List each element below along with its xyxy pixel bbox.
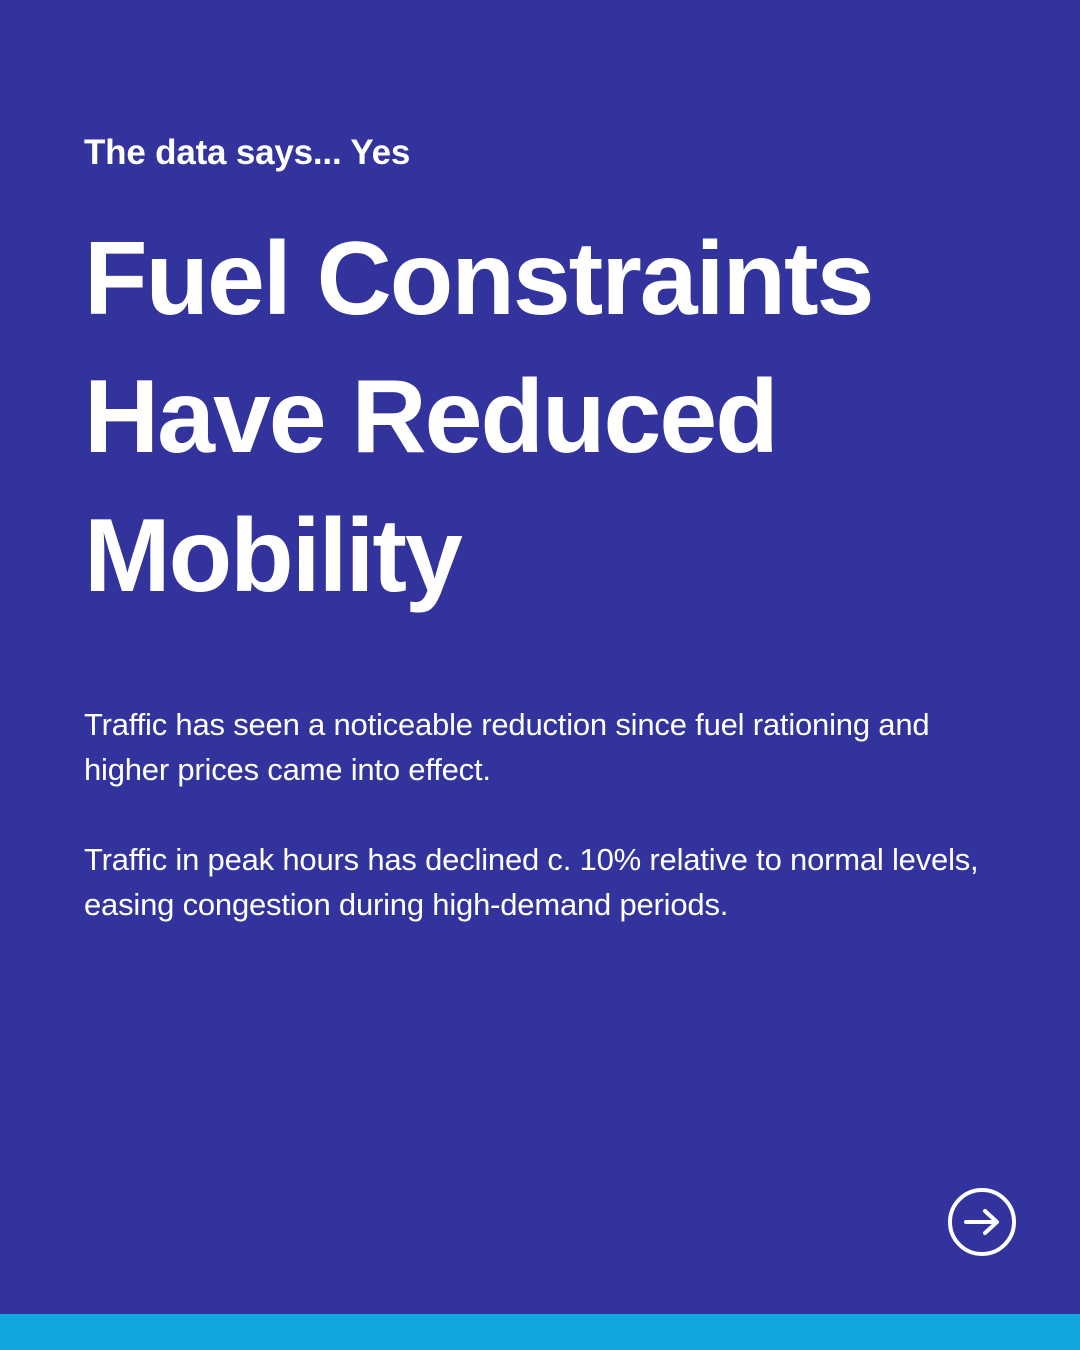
body-text-block: [84, 703, 1010, 928]
body-paragraph-1: Traffic has seen a noticeable reduction since fuel rationing and higher prices came into effect.: [84, 706, 930, 787]
footer-accent-bar: [0, 1314, 1080, 1350]
page-title: Fuel Constraints Have Reduced Mobility: [84, 221, 873, 614]
body-paragraph-2: Traffic in peak hours has declined c. 10% relative to normal levels, easing congestion during high-demand periods.: [84, 842, 979, 922]
arrow-right-circle-icon: [946, 1186, 1018, 1258]
eyebrow-text: The data says... Yes: [84, 133, 411, 172]
next-slide-button[interactable]: [946, 1186, 1018, 1258]
